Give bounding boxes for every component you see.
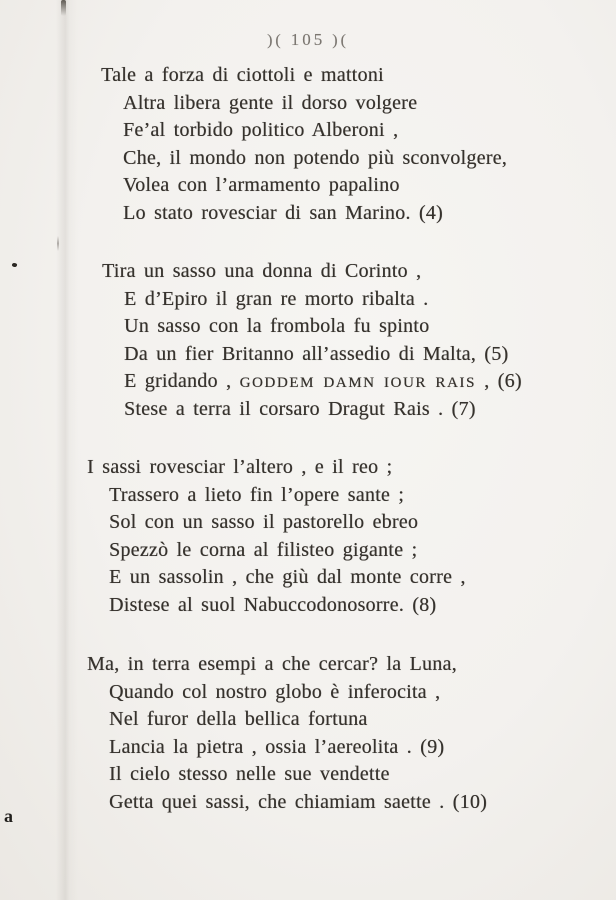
- poem-line: Sol con un sasso il pastorello ebreo: [109, 511, 419, 533]
- page-fold-crease-top: [61, 0, 66, 16]
- stanza-1: [101, 62, 507, 227]
- poem-line: Volea con l’armamento papalino: [123, 174, 400, 196]
- header-ornament-left: )(: [267, 32, 284, 49]
- poem-line: [124, 368, 522, 396]
- page-fold-crease-mark: [57, 236, 59, 251]
- poem-line: Lancia la pietra , ossia l’aereolita . (9): [109, 735, 445, 758]
- poem-line: Nel furor della bellica fortuna: [109, 708, 368, 730]
- stanza-3: [87, 454, 466, 619]
- poem-line: Tira un sasso una donna di Corinto ,: [102, 260, 422, 282]
- poem-line: Il cielo stesso nelle sue vendette: [109, 763, 390, 785]
- poem-line: Distese al suol Nabuccodonosorre. (8): [109, 593, 437, 616]
- poem-line: I sassi rovesciar l’altero , e il reo ;: [87, 456, 393, 478]
- page-fold-crease: [56, 0, 78, 900]
- poem-line: E un sassolin , che giù dal monte corre ,: [109, 566, 466, 588]
- poem-line: Un sasso con la frombola fu spinto: [124, 315, 430, 337]
- poem-line: Lo stato rovesciar di san Marino. (4): [123, 201, 443, 224]
- poem-line-suffix: , (6): [475, 370, 522, 392]
- page-number: 105: [290, 30, 326, 49]
- margin-letter: a: [4, 806, 13, 826]
- poem-line: Stese a terra il corsaro Dragut Rais . (7): [124, 397, 476, 420]
- poem-line: Tale a forza di ciottoli e mattoni: [101, 64, 384, 86]
- poem-line: Fe’al torbido politico Alberoni ,: [123, 119, 399, 141]
- poem-line: Trassero a lieto fin l’opere sante ;: [109, 483, 405, 506]
- poem-line-prefix: E gridando ,: [124, 370, 240, 392]
- poem-line: Getta quei sassi, che chiamiam saette . (10): [109, 790, 487, 813]
- poem-line: Ma, in terra esempi a che cercar? la Luna,: [87, 653, 457, 675]
- ink-speck: [12, 262, 18, 267]
- poem-line: Altra libera gente il dorso volgere: [123, 91, 418, 114]
- stanza-2: [102, 258, 522, 423]
- poem-line: Che, il mondo non potendo più sconvolgere,: [123, 146, 508, 169]
- poem-line: E d’Epiro il gran re morto ribalta .: [124, 287, 429, 310]
- smallcaps-phrase: GODDEM DAMN IOUR RAIS: [239, 375, 476, 391]
- poem-line: Quando col nostro globo è inferocita ,: [109, 680, 441, 703]
- poem-line: Da un fier Britanno all’assedio di Malta, (5): [124, 342, 509, 365]
- page-header: [0, 30, 616, 50]
- poem-line: Spezzò le corna al filisteo gigante ;: [109, 538, 418, 561]
- header-ornament-right: )(: [332, 32, 349, 49]
- stanza-4: [87, 651, 487, 816]
